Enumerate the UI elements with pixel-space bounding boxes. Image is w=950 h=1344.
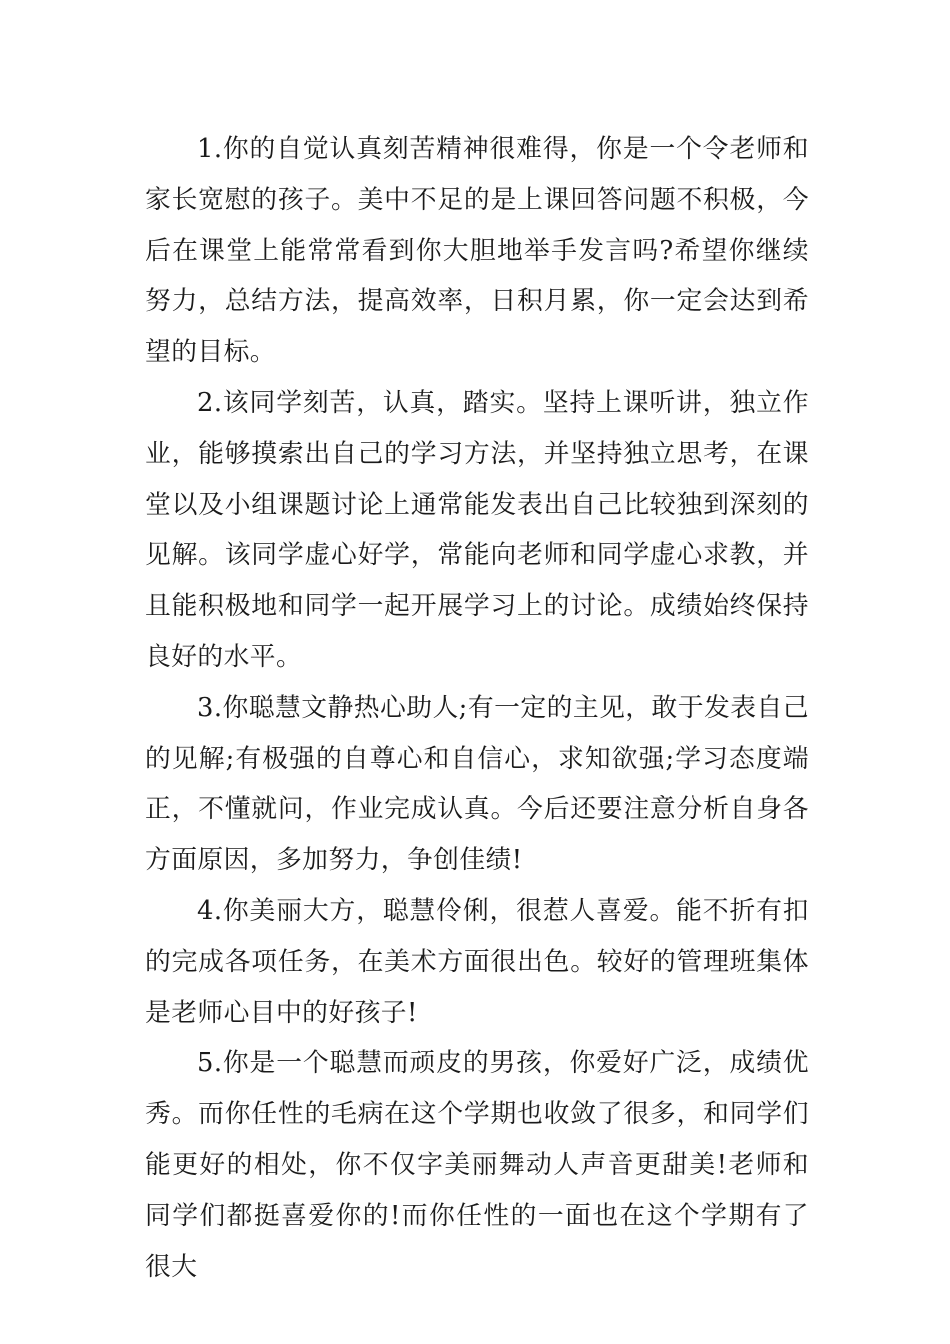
paragraph-5: 5.你是一个聪慧而顽皮的男孩，你爱好广泛，成绩优秀。而你任性的毛病在这个学期也收敛了很多，和同学们能更好的相处，你不仅字美丽舞动人声音更甜美!老师和同学们都挺喜爱你的!而你任性的一面也在这个学期有了很大 [145,1048,809,1282]
document-body [145,124,809,1292]
paragraph-2: 2.该同学刻苦，认真，踏实。坚持上课听讲，独立作业，能够摸索出自己的学习方法，并坚持独立思考，在课堂以及小组课题讨论上通常能发表出自己比较独到深刻的见解。该同学虚心好学，常能向老师和同学虚心求教，并且能积极地和同学一起开展学习上的讨论。成绩始终保持良好的水平。 [145,387,809,672]
paragraph-1: 1.你的自觉认真刻苦精神很难得，你是一个令老师和家长宽慰的孩子。美中不足的是上课回答问题不积极，今后在课堂上能常常看到你大胆地举手发言吗?希望你继续努力，总结方法，提高效率，日积月累，你一定会达到希望的目标。 [145,134,809,368]
paragraph-4: 4.你美丽大方，聪慧伶俐，很惹人喜爱。能不折有扣的完成各项任务，在美术方面很出色。较好的管理班集体是老师心目中的好孩子! [145,895,809,1028]
paragraph-3: 3.你聪慧文静热心助人;有一定的主见，敢于发表自己的见解;有极强的自尊心和自信心，求知欲强;学习态度端正，不懂就问，作业完成认真。今后还要注意分析自身各方面原因，多加努力，争创佳绩! [145,692,809,876]
